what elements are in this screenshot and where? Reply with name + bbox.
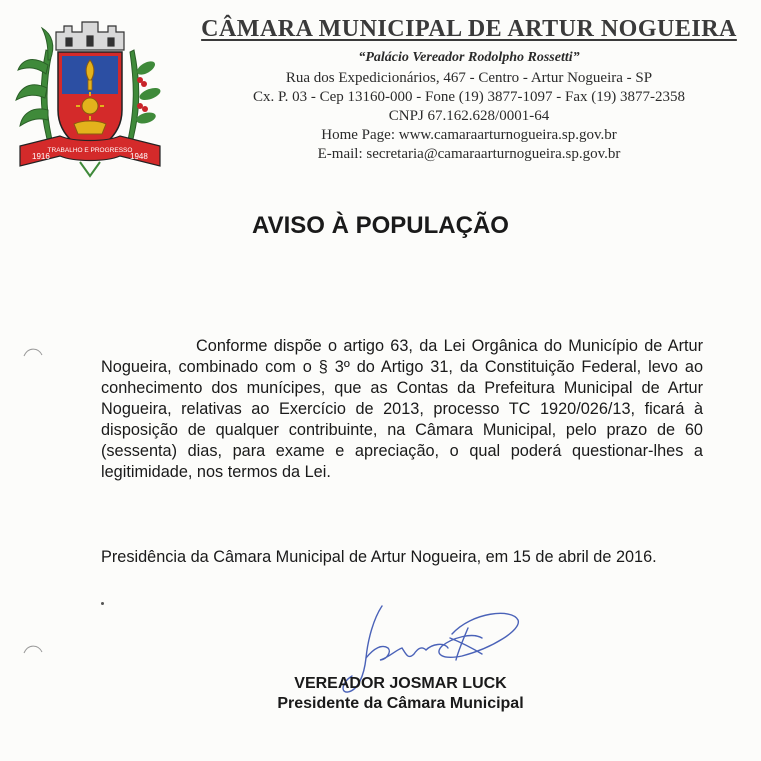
punch-hole-mark [22,642,44,654]
closing-line: Presidência da Câmara Municipal de Artur Nogueira, em 15 de abril de 2016. [101,548,657,566]
sugarcane-icon [16,28,54,150]
contact-block [184,69,754,164]
mural-crown-icon [56,22,124,50]
signer-block [0,674,761,714]
address-line: Rua dos Expedicionários, 467 - Centro - Artur Nogueira - SP [285,70,653,86]
signer-name: VEREADOR JOSMAR LUCK [294,675,507,692]
phone-fax-line: Cx. P. 03 - Cep 13160-000 - Fone (19) 3877-1097 - Fax (19) 3877-2358 [252,89,686,105]
letterhead [184,16,754,164]
document-title: AVISO À POPULAÇÃO [252,212,509,239]
municipal-crest-logo [12,10,168,180]
organization-name: CÂMARA MUNICIPAL DE ARTUR NOGUEIRA [201,16,737,42]
homepage-line: Home Page: www.camaraarturnogueira.sp.gov.br [321,127,617,143]
notice-paragraph-text: Conforme dispõe o artigo 63, da Lei Orgânica do Município de Artur Nogueira, combinado com o § 3º do Artigo 31, da Constituição Federal, levo ao conhecimento dos munícipes, que as Contas da Prefeitura Municipal de Artur Nogueira, relativas ao Exercício de 2013, processo TC 1920/026/13, ficará à disposição de qualquer contribuinte, na Câmara Municipal, pelo prazo de 60 (sessenta) dias, para exame e apreciação, o qual poderá questionar-lhes a legitimidade, nos termos da Lei. [101,337,703,481]
coffee-branch-icon [126,50,162,150]
cnpj-line: CNPJ 67.162.628/0001-64 [388,108,550,124]
palace-name: “Palácio Vereador Rodolpho Rossetti” [358,50,580,65]
punch-hole-mark [22,345,44,357]
signer-role: Presidente da Câmara Municipal [277,695,524,712]
motto-banner [20,136,160,166]
crest-year-right: 1948 [130,152,148,161]
email-line: E-mail: secretaria@camaraarturnogueira.sp.gov.br [317,146,621,162]
crest-year-left: 1916 [32,152,50,161]
notice-paragraph [101,336,703,483]
crest-motto: TRABALHO E PROGRESSO [47,147,133,154]
stray-dot [101,602,104,605]
shield-icon [58,52,122,152]
